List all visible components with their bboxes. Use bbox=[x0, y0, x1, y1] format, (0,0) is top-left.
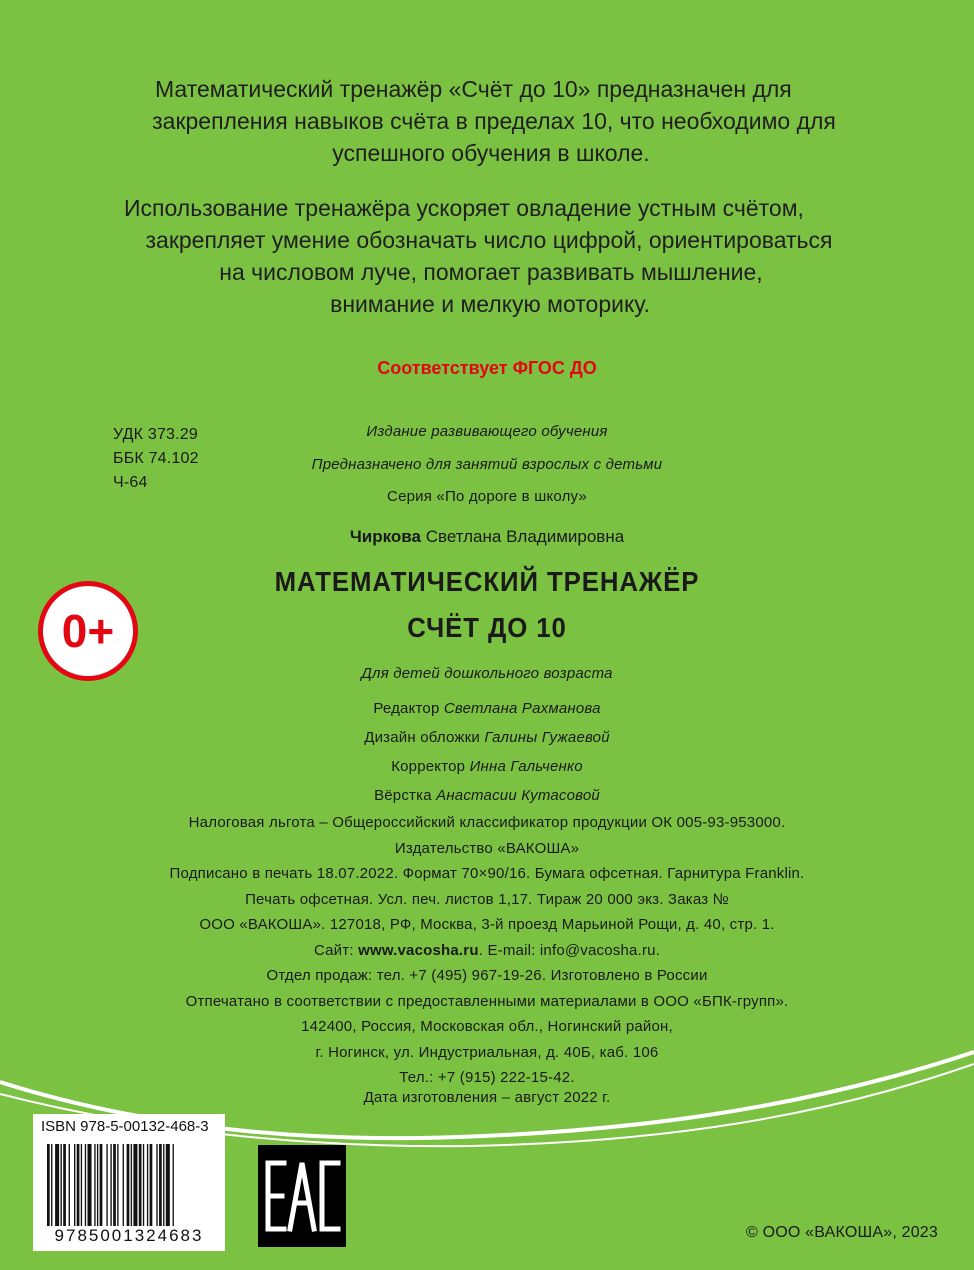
credit-role: Редактор bbox=[373, 700, 444, 717]
intro-paragraph-1 bbox=[0, 73, 974, 169]
intro-line: закрепляет умение обозначать число цифрой, ориентироваться bbox=[145, 227, 833, 253]
barcode-bar bbox=[106, 1144, 107, 1226]
barcode-bar bbox=[127, 1144, 130, 1226]
credit-role: Вёрстка bbox=[374, 787, 437, 804]
barcode-bar bbox=[133, 1144, 137, 1226]
barcode-bar bbox=[159, 1144, 162, 1226]
edition-line-2: Предназначено для занятий взрослых с детьми bbox=[311, 456, 663, 473]
fgos-compliance: Соответствует ФГОС ДО bbox=[377, 358, 597, 378]
author-sign: Ч-64 bbox=[113, 474, 148, 491]
book-title-line-1: МАТЕМАТИЧЕСКИЙ ТРЕНАЖЁР bbox=[274, 566, 700, 597]
imprint-publisher: Издательство «ВАКОША» bbox=[394, 839, 580, 857]
barcode-bar bbox=[97, 1144, 98, 1226]
eac-icon bbox=[258, 1145, 346, 1247]
isbn-text: ISBN 978-5-00132-468-3 bbox=[41, 1118, 209, 1135]
barcode-bar bbox=[47, 1144, 50, 1226]
barcode-bar bbox=[150, 1144, 153, 1226]
barcode bbox=[47, 1144, 217, 1226]
barcode-bar bbox=[166, 1144, 170, 1226]
credit-role: Корректор bbox=[391, 758, 470, 775]
credit-editor bbox=[0, 694, 974, 723]
series-name: «По дороге в школу» bbox=[436, 488, 587, 505]
series-line bbox=[0, 488, 974, 505]
credit-person: Галины Гужаевой bbox=[484, 729, 610, 746]
barcode-bar bbox=[81, 1144, 82, 1226]
eac-mark bbox=[258, 1145, 346, 1247]
imprint-print: Печать офсетная. Усл. печ. листов 1,17. Тираж 20 000 экз. Заказ № bbox=[245, 890, 729, 908]
barcode-bar bbox=[143, 1144, 144, 1226]
email-label: . E-mail: bbox=[478, 941, 540, 959]
intro-line: успешного обучения в школе. bbox=[332, 140, 650, 166]
barcode-bar bbox=[88, 1144, 92, 1226]
audience: Для детей дошкольного возраста bbox=[361, 665, 613, 682]
barcode-bar bbox=[55, 1144, 59, 1226]
imprint-printed-3: г. Ногинск, ул. Индустриальная, д. 40Б, каб. 106 bbox=[315, 1043, 659, 1061]
barcode-bar bbox=[117, 1144, 118, 1226]
site-label: Сайт: bbox=[313, 941, 359, 959]
barcode-bar bbox=[94, 1144, 95, 1226]
isbn-block bbox=[33, 1114, 225, 1251]
copyright: © ООО «ВАКОША», 2023 bbox=[745, 1224, 938, 1241]
imprint-printed-4: Тел.: +7 (915) 222-15-42. bbox=[399, 1069, 575, 1086]
author-surname: Чиркова bbox=[349, 527, 421, 546]
barcode-bar bbox=[74, 1144, 75, 1226]
barcode-bar bbox=[113, 1144, 116, 1226]
edition-line-1: Издание развивающего обучения bbox=[366, 423, 608, 440]
credit-cover bbox=[0, 723, 974, 752]
imprint-sales: Отдел продаж: тел. +7 (495) 967-19-26. Изготовлено в России bbox=[266, 967, 708, 984]
barcode-bar bbox=[139, 1144, 142, 1226]
manufacture-date: Дата изготовления – август 2022 г. bbox=[363, 1089, 611, 1106]
barcode-bar bbox=[110, 1144, 111, 1226]
barcode-bar bbox=[85, 1144, 86, 1226]
credit-person: Анастасии Кутасовой bbox=[436, 787, 600, 804]
author bbox=[0, 527, 974, 547]
imprint-printed-2: 142400, Россия, Московская обл., Ногинский район, bbox=[301, 1018, 673, 1035]
imprint-address: ООО «ВАКОША». 127018, РФ, Москва, 3-й проезд Марьиной Рощи, д. 40, стр. 1. bbox=[199, 916, 775, 933]
barcode-bar bbox=[147, 1144, 148, 1226]
credit-person: Светлана Рахманова bbox=[443, 700, 601, 717]
credit-role: Дизайн обложки bbox=[364, 729, 485, 746]
credits bbox=[0, 694, 974, 810]
intro-line: Использование тренажёра ускоряет овладение устным счётом, bbox=[124, 195, 804, 221]
imprint-contacts bbox=[0, 938, 974, 964]
intro-line: закрепления навыков счёта в пределах 10, что необходимо для bbox=[152, 108, 836, 134]
barcode-bar bbox=[69, 1144, 70, 1226]
barcode-bar bbox=[51, 1144, 52, 1226]
bbk-code: ББК 74.102 bbox=[113, 450, 199, 467]
barcode-bar bbox=[61, 1144, 62, 1226]
barcode-bar bbox=[156, 1144, 157, 1226]
credit-proofreader bbox=[0, 752, 974, 781]
age-rating-badge: 0+ bbox=[38, 581, 138, 681]
intro-paragraph-2 bbox=[0, 192, 974, 320]
credit-layout bbox=[0, 781, 974, 810]
series-prefix: Серия bbox=[387, 488, 437, 505]
barcode-bar bbox=[123, 1144, 124, 1226]
barcode-bar bbox=[173, 1144, 174, 1226]
imprint-signed: Подписано в печать 18.07.2022. Формат 70×90/16. Бумага офсетная. Гарнитура Franklin. bbox=[169, 865, 805, 882]
email-link[interactable]: info@vacosha.ru. bbox=[539, 941, 661, 959]
site-link[interactable]: www.vacosha.ru bbox=[358, 941, 479, 959]
imprint-printed-1: Отпечатано в соответствии с предоставленными материалами в ООО «БПК-групп». bbox=[185, 992, 789, 1010]
book-title-line-2: СЧЁТ ДО 10 bbox=[407, 612, 567, 643]
credit-person: Инна Гальченко bbox=[469, 758, 583, 775]
barcode-bar bbox=[63, 1144, 66, 1226]
author-name: Светлана Владимировна bbox=[425, 527, 625, 546]
barcode-bar bbox=[163, 1144, 164, 1226]
barcode-digits: 9785001324683 bbox=[54, 1226, 204, 1245]
intro-line: Математический тренажёр «Счёт до 10» предназначен для bbox=[155, 76, 792, 102]
intro-line: на числовом луче, помогает развивать мышление, bbox=[219, 259, 763, 285]
intro-line: внимание и мелкую моторику. bbox=[330, 291, 650, 317]
barcode-bar bbox=[100, 1144, 103, 1226]
barcode-bar bbox=[77, 1144, 80, 1226]
udk-code: УДК 373.29 bbox=[113, 426, 198, 443]
imprint-tax: Налоговая льгота – Общероссийский классификатор продукции ОК 005-93-953000. bbox=[188, 814, 786, 831]
barcode-bar bbox=[131, 1144, 132, 1226]
